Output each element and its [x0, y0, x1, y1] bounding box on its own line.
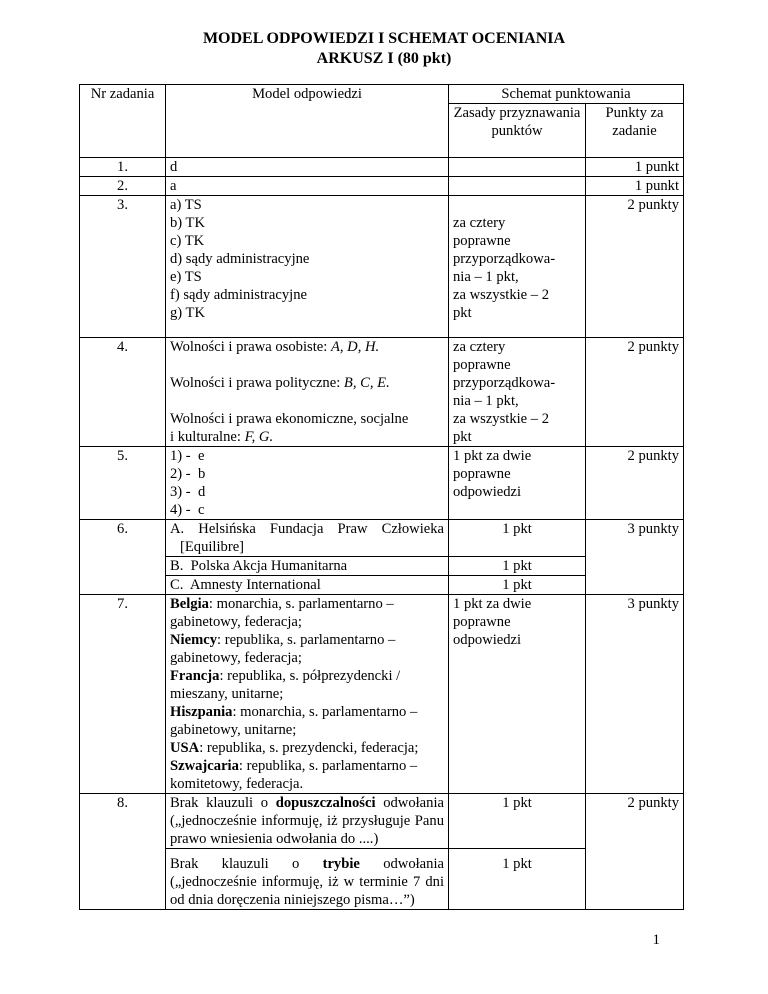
table-row — [80, 196, 684, 338]
rule-cell — [449, 338, 586, 447]
answer-line: mieszany, unitarne; — [170, 686, 284, 702]
answer-line: 3) - d — [170, 484, 206, 500]
answer-emphasis: dopuszczalności — [275, 795, 376, 811]
task-number: 4. — [80, 338, 166, 447]
rule-cell: 1 pkt — [449, 794, 586, 849]
rule-line: przyporządkowa- — [453, 251, 556, 267]
rule-line: pkt — [453, 305, 472, 321]
answer-line — [170, 739, 444, 757]
answer-value: F, G. — [244, 429, 274, 445]
table-row — [80, 520, 684, 557]
points-cell: 3 punkty — [586, 520, 684, 595]
answer-line — [170, 595, 444, 613]
answer-line: A. Helsińska Fundacja Praw Człowieka — [170, 521, 444, 537]
answer-line: e) TS — [170, 269, 202, 285]
table-row — [80, 447, 684, 520]
rule-line: za cztery — [453, 215, 506, 231]
task-number: 8. — [80, 794, 166, 910]
points-cell: 1 punkt — [586, 158, 684, 177]
answer-label: Wolności i prawa osobiste: — [170, 339, 331, 355]
answer-line: komitetowy, federacja. — [170, 776, 304, 792]
answer-line: 1) - e — [170, 448, 205, 464]
answer-text: : republika, s. prezydencki, federacja; — [199, 740, 419, 756]
answer-line — [170, 631, 444, 649]
answer-text: : monarchia, s. parlamentarno – — [232, 704, 418, 720]
rule-cell — [449, 447, 586, 520]
rule-line: poprawne — [453, 466, 511, 482]
answer-line — [170, 374, 444, 392]
answer-line: 2) - b — [170, 466, 206, 482]
answer-line: [Equilibre] — [180, 539, 245, 555]
table-row — [80, 158, 684, 177]
points-cell: 2 punkty — [586, 338, 684, 447]
task-number: 2. — [80, 177, 166, 196]
answer-text: : monarchia, s. parlamentarno – — [208, 596, 394, 612]
country-name: Hiszpania — [170, 704, 233, 720]
task-number: 3. — [80, 196, 166, 338]
answer-line: g) TK — [170, 305, 205, 321]
answer-line: 4) - c — [170, 502, 205, 518]
rule-cell: 1 pkt — [449, 849, 586, 910]
country-name: Niemcy — [170, 632, 218, 648]
answer-cell: C. Amnesty International — [166, 576, 449, 595]
answer-cell: a — [166, 177, 449, 196]
rule-cell — [449, 177, 586, 196]
rule-cell: 1 pkt — [449, 520, 586, 557]
rule-line: poprawne — [453, 357, 511, 373]
answer-line: gabinetowy, federacja; — [170, 614, 302, 630]
header-model-odpowiedzi: Model odpowiedzi — [166, 85, 449, 158]
rule-line: poprawne — [453, 614, 511, 630]
answer-text: odwołania („jednocześnie informuję, iż przysługuje Panu prawo wniesienia odwołania do ....) — [170, 795, 444, 847]
answer-line: gabinetowy, unitarne; — [170, 722, 297, 738]
points-cell: 2 punkty — [586, 196, 684, 338]
rule-cell — [449, 158, 586, 177]
answer-cell: d — [166, 158, 449, 177]
rule-line: odpowiedzi — [453, 484, 522, 500]
rule-line: nia – 1 pkt, — [453, 269, 519, 285]
rule-cell: 1 pkt — [449, 576, 586, 595]
answer-line: Wolności i prawa ekonomiczne, socjalne — [170, 411, 409, 427]
answer-cell — [166, 196, 449, 338]
answer-line: d) sądy administracyjne — [170, 251, 310, 267]
answer-line — [170, 428, 444, 446]
rule-line: 1 pkt za dwie — [453, 596, 532, 612]
rule-line: za cztery — [453, 339, 506, 355]
answer-cell — [166, 595, 449, 794]
rule-cell — [449, 196, 586, 338]
answer-label: Wolności i prawa polityczne: — [170, 375, 344, 391]
points-cell: 3 punkty — [586, 595, 684, 794]
rule-line: 1 pkt za dwie — [453, 448, 532, 464]
answer-cell — [166, 794, 449, 849]
task-number: 6. — [80, 520, 166, 595]
answer-line — [170, 703, 444, 721]
answer-value: B, C, E. — [343, 375, 390, 391]
answer-label: i kulturalne: — [170, 429, 245, 445]
answer-emphasis: trybie — [322, 856, 360, 872]
answer-text: : republika, s. parlamentarno – — [238, 758, 418, 774]
answer-text: Brak klauzuli o — [170, 795, 276, 811]
header-schemat-punktowania: Schemat punktowania — [449, 85, 684, 104]
answer-line — [170, 667, 444, 685]
rule-cell: 1 pkt — [449, 557, 586, 576]
header-punkty: Punkty za zadanie — [586, 104, 684, 158]
task-number: 5. — [80, 447, 166, 520]
answer-cell: B. Polska Akcja Humanitarna — [166, 557, 449, 576]
country-name: Szwajcaria — [170, 758, 239, 774]
table-row — [80, 794, 684, 849]
answer-line: gabinetowy, federacja; — [170, 650, 302, 666]
points-cell: 1 punkt — [586, 177, 684, 196]
rule-cell — [449, 595, 586, 794]
answer-cell — [166, 520, 449, 557]
answer-line: a) TS — [170, 197, 202, 213]
rule-line: poprawne — [453, 233, 511, 249]
answer-cell — [166, 447, 449, 520]
answer-key-table — [79, 84, 684, 910]
rule-line: nia – 1 pkt, — [453, 393, 519, 409]
table-row — [80, 177, 684, 196]
answer-line: c) TK — [170, 233, 205, 249]
rule-line: za wszystkie – 2 — [453, 411, 550, 427]
table-header-row — [80, 85, 684, 104]
rule-line: pkt — [453, 429, 472, 445]
rule-line: odpowiedzi — [453, 632, 522, 648]
points-cell: 2 punkty — [586, 794, 684, 910]
answer-cell — [166, 338, 449, 447]
rule-line: przyporządkowa- — [453, 375, 556, 391]
answer-text: : republika, s. półprezydencki / — [219, 668, 401, 684]
answer-line — [170, 757, 444, 775]
table-row — [80, 338, 684, 447]
task-number: 1. — [80, 158, 166, 177]
country-name: USA — [170, 740, 200, 756]
answer-cell — [166, 849, 449, 910]
answer-text: Brak klauzuli o — [170, 856, 323, 872]
task-number: 7. — [80, 595, 166, 794]
document-subtitle: ARKUSZ I (80 pkt) — [316, 50, 452, 67]
country-name: Francja — [170, 668, 220, 684]
answer-text: : republika, s. parlamentarno – — [217, 632, 396, 648]
answer-line: f) sądy administracyjne — [170, 287, 307, 303]
header-zasady: Zasady przyznawania punktów — [449, 104, 586, 158]
header-nr-zadania: Nr zadania — [80, 85, 166, 158]
answer-text: odwołania („jednocześnie informuję, iż w terminie 7 dni od dnia doręczenia niniejszego pisma…”) — [170, 856, 444, 908]
table-row — [80, 595, 684, 794]
rule-line: za wszystkie – 2 — [453, 287, 550, 303]
answer-line — [170, 338, 444, 356]
answer-value: A, D, H. — [330, 339, 380, 355]
document-title: MODEL ODPOWIEDZI I SCHEMAT OCENIANIA — [202, 30, 566, 47]
country-name: Belgia — [170, 596, 209, 612]
points-cell: 2 punkty — [586, 447, 684, 520]
answer-line: b) TK — [170, 215, 205, 231]
page-number: 1 — [652, 932, 660, 948]
